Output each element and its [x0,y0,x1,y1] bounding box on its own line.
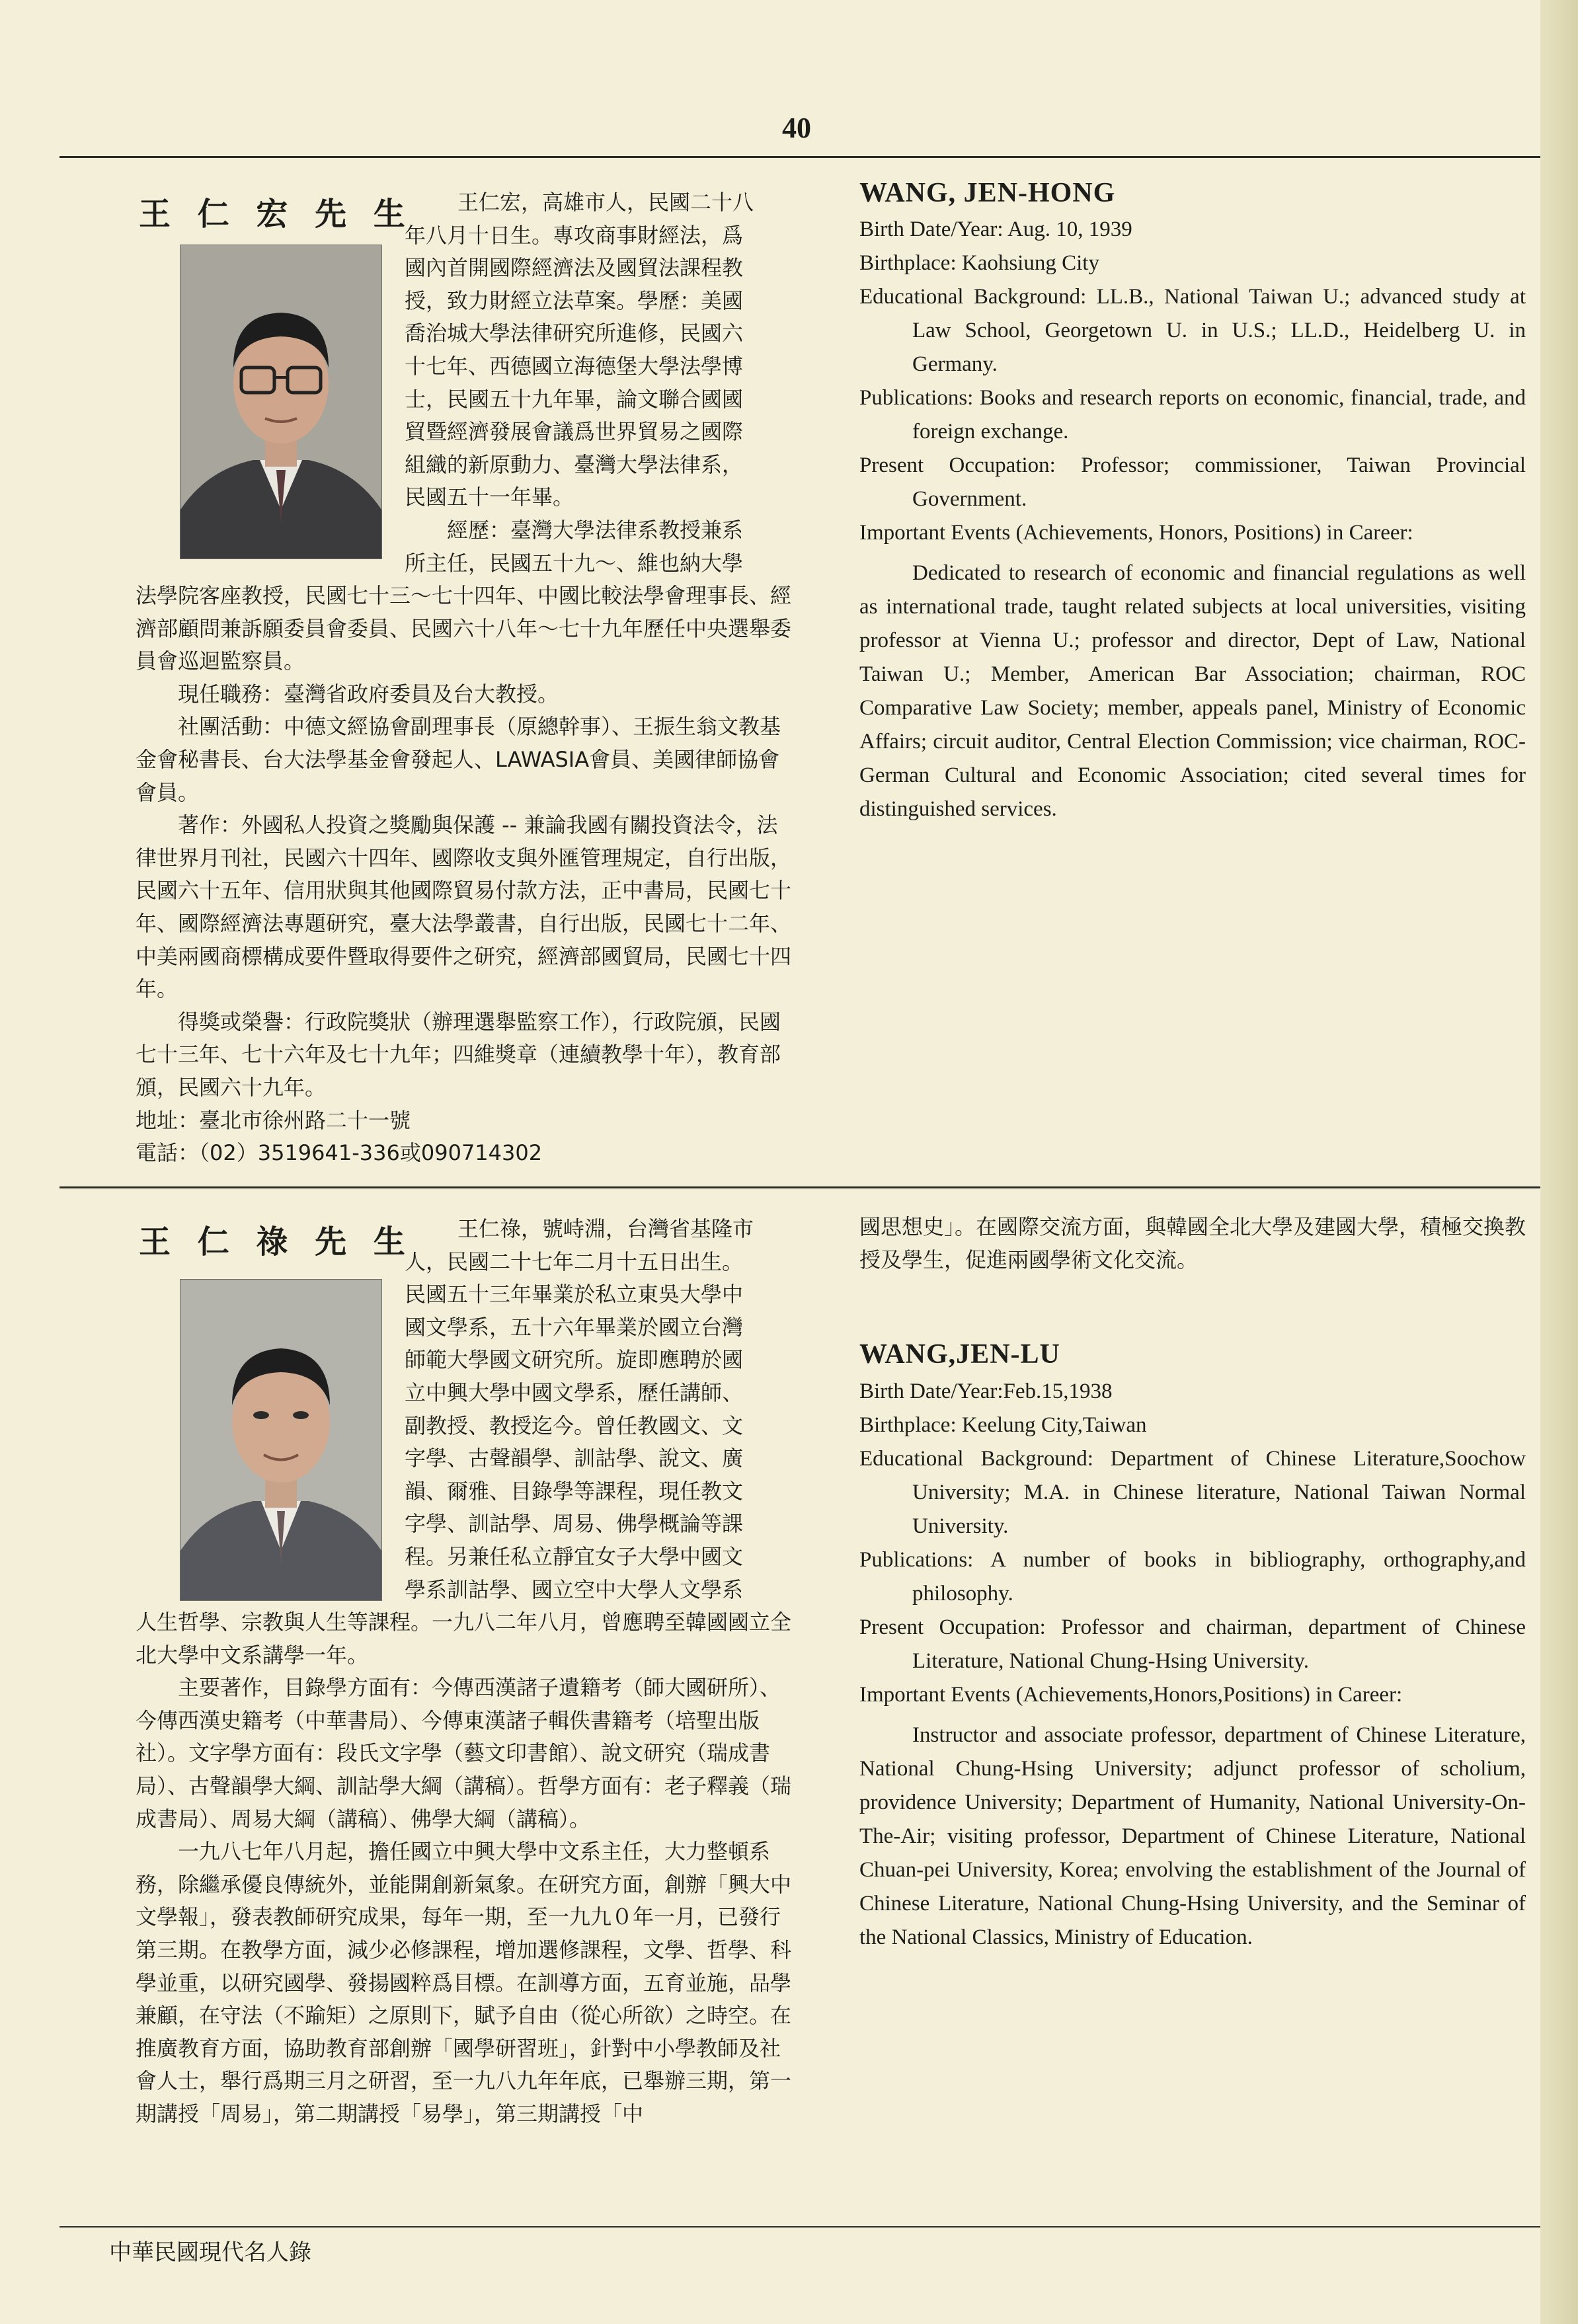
entry-1-chinese-intro [405,186,801,580]
en-paragraph: Instructor and associate professor, department of Chinese Literature, National Chung-Hsing University; adjunct professor of scholium, providence University; Department of Humanity, National University-On-The-Air; visiting professor, Department of Chinese Literature, National Chuan-pei University, Korea; envolving the establishment of the Journal of Chinese Literature, National Chung-Hsing University, and the Seminar of the National Classics, Ministry of Education. [859,1723,1526,1949]
en-field: Publications: Books and research reports on economic, financial, trade, and foreign exchange. [859,386,1526,444]
page-number: 40 [782,112,811,144]
zh-line: 學系訓詁學、國立空中大學人文學系 [405,1576,744,1602]
zh-paragraph: 社團活動：中德文經協會副理事長（原總幹事）、王振生翁文教基金會秘書長、台大法學基金會發起人、LAWASIA會員、美國律師協會會員。 [136,714,781,805]
entry-2-chinese-name: 王 仁 祿 先 生 [139,1223,413,1260]
en-field: Present Occupation: Professor and chairman, department of Chinese Literature, National Chung-Hsing University. [859,1615,1526,1673]
portrait-icon [180,245,381,559]
zh-line: 王仁宏，高雄市人，民國二十八 [457,190,754,215]
en-field: Birthplace: Kaohsiung City [859,251,1099,275]
page-footer: 中華民國現代名人錄 [109,2239,311,2266]
entry-2-chinese-continuation: 國思想史」。在國際交流方面，與韓國全北大學及建國大學，積極交換教授及學生，促進兩國學術文化交流。 [859,1214,1526,1272]
zh-line: 年八月十日生。專攻商事財經法，爲 [405,222,744,248]
entry-2-chinese-body [136,1606,797,2131]
entry-2-portrait-photo [180,1279,382,1601]
en-field: Educational Background: LL.B., National Taiwan U.; advanced study at Law School, Georgetown U. in U.S.; LL.D., Heidelberg U. in Germany. [859,285,1526,376]
zh-line: 民國五十一年畢。 [405,484,574,510]
en-field: Birth Date/Year: Aug. 10, 1939 [859,217,1132,241]
zh-line: 組織的新原動力、臺灣大學法律系， [405,451,744,477]
entry-2-chinese-intro [405,1213,801,1606]
entry-divider-rule [59,1186,1540,1188]
entry-1-portrait-photo [180,245,382,559]
zh-line: 立中興大學中國文學系，歷任講師、 [405,1379,744,1405]
entry-1-chinese-body [136,580,797,1170]
zh-line: 士，民國五十九年畢，論文聯合國國 [405,386,744,412]
zh-phone: 電話：（02）3519641-336或090714302 [136,1140,543,1166]
zh-line: 師範大學國文研究所。旋即應聘於國 [405,1347,744,1373]
zh-paragraph: 法學院客座教授，民國七十三～七十四年、中國比較法學會理事長、經濟部顧問兼訴願委員會委員、民國六十八年～七十九年歷任中央選舉委員會巡迴監察員。 [136,583,792,674]
entry-1-chinese-name: 王 仁 宏 先 生 [139,196,413,233]
zh-line: 韻、爾雅、目錄學等課程，現任教文 [405,1478,744,1504]
zh-line: 人，民國二十七年二月十五日出生。 [405,1249,744,1274]
zh-line: 所主任，民國五十九～、維也納大學 [405,550,744,576]
en-field: Important Events (Achievements, Honors, Positions) in Career: [859,521,1413,545]
zh-line: 國文學系，五十六年畢業於國立台灣 [405,1314,744,1340]
top-rule [59,156,1540,158]
zh-line: 字學、古聲韻學、訓詁學、說文、廣 [405,1446,744,1471]
portrait-icon [180,1280,381,1600]
entry-2-english-name: WANG,JEN-LU [859,1339,1060,1370]
entry-1-english-body [859,213,1526,826]
page-edge-strip [1540,0,1578,2324]
zh-line: 副教授、教授迄今。曾任教國文、文 [405,1413,744,1438]
zh-line: 喬治城大學法律研究所進修，民國六 [405,321,744,346]
en-field: Birthplace: Keelung City,Taiwan [859,1413,1147,1437]
zh-line: 民國五十三年畢業於私立東吳大學中 [405,1282,744,1307]
zh-paragraph: 一九八七年八月起，擔任國立中興大學中文系主任，大力整頓系務，除繼承優良傳統外，並能開創新氣象。在研究方面，創辦「興大中文學報」，發表教師研究成果，每年一期，至一九九０年一月，已發行第三期。在教學方面，減少必修課程，增加選修課程，文學、哲學、科學並重，以研究國學、發揚國粹爲目標。在訓導方面，五育並施，品學兼顧，在守法（不踰矩）之原則下，賦予自由（從心所欲）之時空。在推廣教育方面，協助教育部創辦「國學研習班」，針對中小學教師及社會人士，舉行爲期三月之研習，至一九八九年年底，已舉辦三期，第一期講授「周易」，第二期講授「易學」，第三期講授「中 [136,1839,792,2126]
zh-paragraph: 得獎或榮譽：行政院獎狀（辦理選舉監察工作），行政院頒，民國七十三年、七十六年及七十九年；四維獎章（連續教學十年），教育部頒，民國六十九年。 [136,1009,781,1100]
zh-line: 國內首開國際經濟法及國貿法課程教 [405,255,744,281]
entry-2-english-body [859,1375,1526,1955]
en-paragraph: Dedicated to research of economic and financial regulations as well as international trade, taught related subjects at local universities, visiting professor at Vienna U.; professor and director, Dept of Law, National Taiwan U.; Member, American Bar Association; chairman, ROC Comparative Law Society; member, appeals panel, Ministry of Economic Affairs; circuit auditor, Central Election Commission; vice chairman, ROC-German Cultural and Economic Association; cited several times for distinguished services. [859,561,1526,821]
en-field: Birth Date/Year:Feb.15,1938 [859,1379,1113,1403]
zh-address: 地址：臺北市徐州路二十一號 [136,1107,411,1133]
zh-line: 程。另兼任私立靜宜女子大學中國文 [405,1543,744,1569]
zh-paragraph: 現任職務：臺灣省政府委員及台大教授。 [178,681,559,707]
en-field: Important Events (Achievements,Honors,Positions) in Career: [859,1683,1403,1707]
en-field: Present Occupation: Professor; commissioner, Taiwan Provincial Government. [859,453,1526,511]
entry-1-english-name: WANG, JEN-HONG [859,178,1116,208]
zh-line: 十七年、西德國立海德堡大學法學博 [405,353,744,379]
zh-paragraph: 著作：外國私人投資之獎勵與保護 -- 兼論我國有關投資法令，法律世界月刊社，民國六十四年、國際收支與外匯管理規定，自行出版，民國六十五年、信用狀與其他國際貿易付款方法，正中書局，民國七十年、國際經濟法專題研究，臺大法學叢書，自行出版，民國七十二年、中美兩國商標構成要件暨取得要件之研究，經濟部國貿局，民國七十四年。 [136,812,792,1002]
bottom-rule [59,2226,1540,2227]
zh-line: 王仁祿，號峙淵，台灣省基隆市 [457,1216,754,1241]
zh-line: 貿暨經濟發展會議爲世界貿易之國際 [405,419,744,445]
en-field: Publications: A number of books in bibliography, orthography,and philosophy. [859,1548,1526,1606]
zh-line: 經歷：臺灣大學法律系教授兼系 [447,517,744,543]
zh-line: 授，致力財經立法草案。學歷：美國 [405,288,744,313]
en-field: Educational Background: Department of Chinese Literature,Soochow University; M.A. in Chinese literature, National Taiwan Normal University. [859,1447,1526,1538]
zh-line: 字學、訓詁學、周易、佛學概論等課 [405,1511,744,1537]
zh-paragraph: 主要著作，目錄學方面有：今傳西漢諸子遺籍考（師大國研所）、今傳西漢史籍考（中華書局）、今傳東漢諸子輯佚書籍考（培聖出版社）。文字學方面有：段氏文字學（藝文印書館）、說文研究（瑞成書局）、古聲韻學大綱、訓詁學大綱（講稿）。哲學方面有：老子釋義（瑞成書局）、周易大綱（講稿）、佛學大綱（講稿）。 [136,1675,792,1832]
zh-paragraph: 人生哲學、宗教與人生等課程。一九八二年八月，曾應聘至韓國國立全北大學中文系講學一年。 [136,1609,792,1668]
